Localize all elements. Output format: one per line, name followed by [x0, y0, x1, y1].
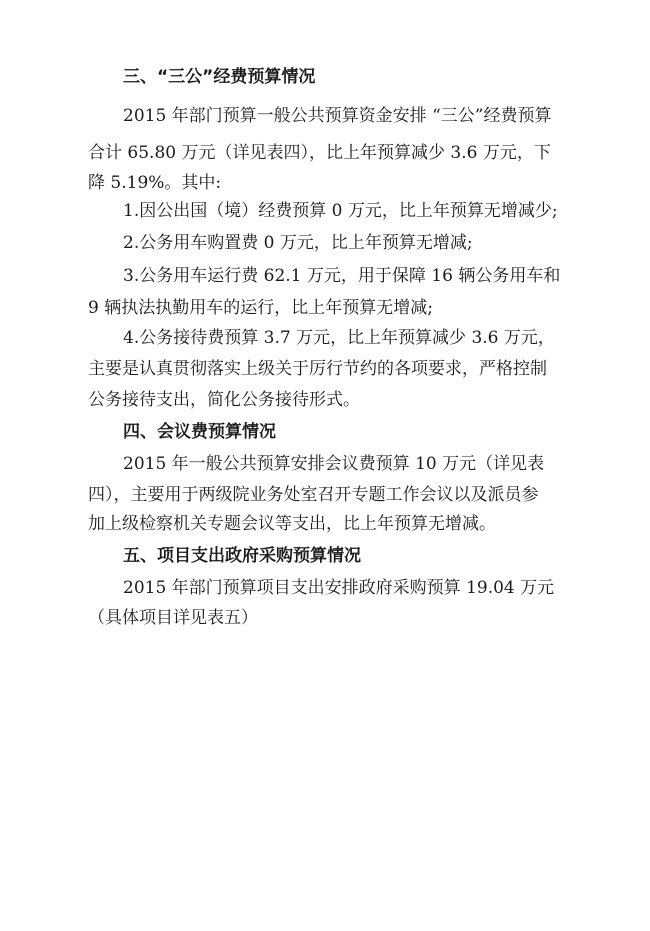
paragraph-line: （具体项目详见表五） — [88, 608, 258, 628]
paragraph-line: 公务接待支出，简化公务接待形式。 — [88, 390, 360, 410]
list-item: 3.公务用车运行费 62.1 万元，用于保障 16 辆公务用车和 — [123, 266, 561, 286]
paragraph-line: 2015 年部门预算项目支出安排政府采购预算 19.04 万元 — [123, 578, 555, 598]
list-item: 2.公务用车购置费 0 万元，比上年预算无增减; — [123, 233, 473, 253]
list-item: 4.公务接待费预算 3.7 万元，比上年预算减少 3.6 万元， — [123, 328, 555, 348]
paragraph-line: 合计 65.80 万元（详见表四），比上年预算减少 3.6 万元，下 — [88, 143, 551, 163]
paragraph-line: 9 辆执法执勤用车的运行，比上年预算无增减; — [88, 298, 433, 318]
paragraph-line: 主要是认真贯彻落实上级关于厉行节约的各项要求，严格控制 — [88, 359, 547, 379]
paragraph-line: 加上级检察机关专题会议等支出，比上年预算无增减。 — [88, 514, 496, 534]
paragraph-line: 2015 年一般公共预算安排会议费预算 10 万元（详见表 — [123, 454, 545, 474]
section-heading-sanggong: 三、“三公”经费预算情况 — [123, 67, 316, 87]
paragraph-line: 2015 年部门预算一般公共预算资金安排 “三公”经费预算 — [123, 106, 552, 126]
section-heading-procurement: 五、项目支出政府采购预算情况 — [123, 546, 361, 566]
section-heading-meeting-fees: 四、会议费预算情况 — [123, 422, 276, 442]
paragraph-line: 四），主要用于两级院业务处室召开专题工作会议以及派员参 — [88, 485, 539, 505]
paragraph-line: 降 5.19%。其中: — [88, 173, 222, 193]
list-item: 1.因公出国（境）经费预算 0 万元，比上年预算无增减少; — [123, 201, 558, 221]
